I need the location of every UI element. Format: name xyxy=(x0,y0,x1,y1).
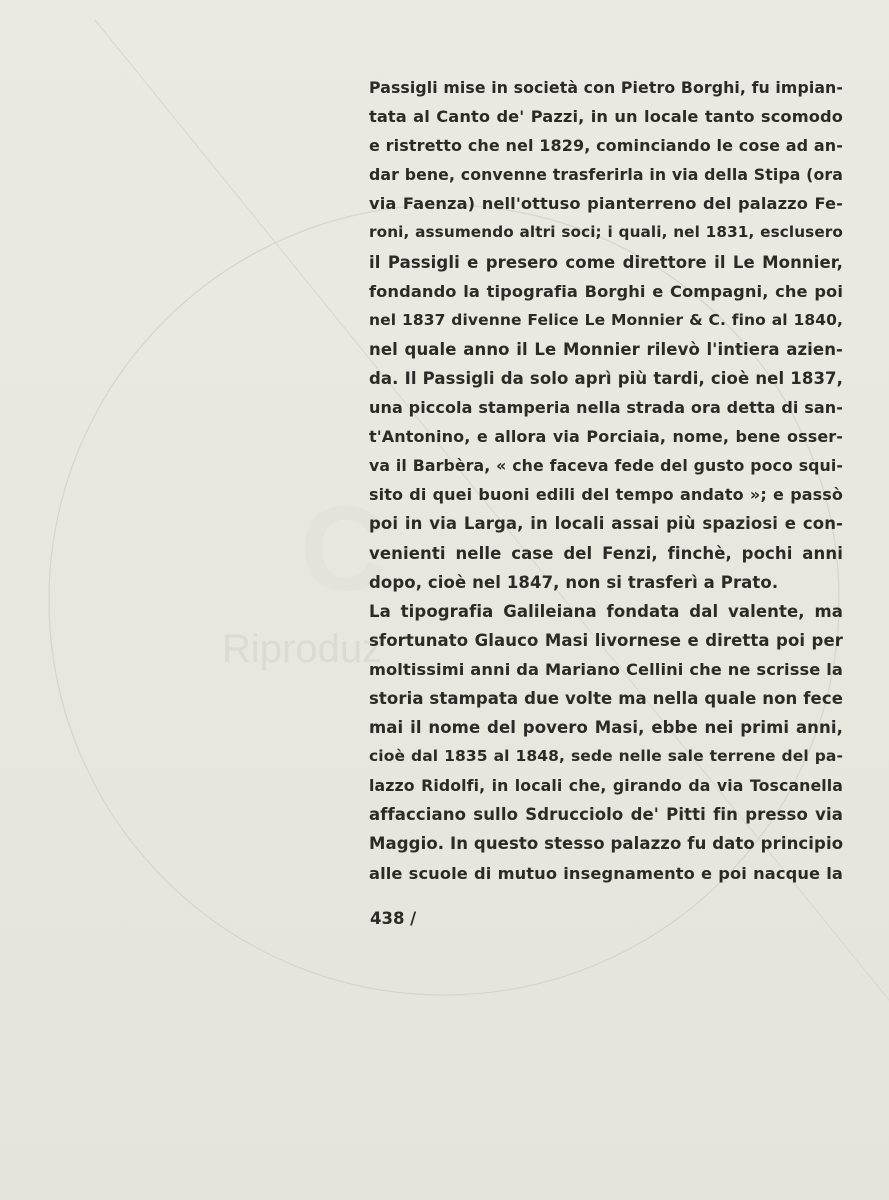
text-line: sito di quei buoni edili del tempo andato »; e passò xyxy=(369,485,843,505)
text-line: lazzo Ridolfi, in locali che, girando da via Toscanella xyxy=(369,776,843,796)
text-line: poi in via Larga, in locali assai più spaziosi e con- xyxy=(369,514,843,534)
watermark-logo: C xyxy=(300,482,387,616)
text-line: nel quale anno il Le Monnier rilevò l'intiera azien- xyxy=(369,339,843,359)
text-line: affacciano sullo Sdrucciolo de' Pitti fin presso via xyxy=(369,805,843,825)
text-line: tata al Canto de' Pazzi, in un locale tanto scomodo xyxy=(369,107,843,127)
text-line: nel 1837 divenne Felice Le Monnier & C. fino al 1840, xyxy=(369,310,843,329)
text-line: da. Il Passigli da solo aprì più tardi, cioè nel 1837, xyxy=(369,368,843,388)
text-line: La tipografia Galileiana fondata dal valente, ma xyxy=(369,601,843,621)
text-line: sfortunato Glauco Masi livornese e diretta poi per xyxy=(369,630,843,650)
body-text xyxy=(369,73,843,888)
text-line: Passigli mise in società con Pietro Borghi, fu impian- xyxy=(369,78,843,97)
text-line: storia stampata due volte ma nella quale non fece xyxy=(369,688,843,708)
text-line: e ristretto che nel 1829, cominciando le cose ad an- xyxy=(369,136,843,156)
watermark-text: Riproduz xyxy=(222,627,383,671)
text-line: alle scuole di mutuo insegnamento e poi nacque la xyxy=(369,863,843,883)
text-line: moltissimi anni da Mariano Cellini che ne scrisse la xyxy=(369,659,843,679)
text-line: cioè dal 1835 al 1848, sede nelle sale terrene del pa- xyxy=(369,747,843,766)
text-line: venienti nelle case del Fenzi, finchè, pochi anni xyxy=(369,543,843,563)
text-line: il Passigli e presero come direttore il Le Monnier, xyxy=(369,252,843,272)
text-line: roni, assumendo altri soci; i quali, nel 1831, esclusero xyxy=(369,223,843,242)
page-number: 438 / xyxy=(370,909,417,928)
text-line: via Faenza) nell'ottuso pianterreno del palazzo Fe- xyxy=(369,194,843,214)
text-line: mai il nome del povero Masi, ebbe nei primi anni, xyxy=(369,718,843,738)
text-line: una piccola stamperia nella strada ora detta di san- xyxy=(369,398,843,418)
text-line: Maggio. In questo stesso palazzo fu dato principio xyxy=(369,834,843,854)
text-line: fondando la tipografia Borghi e Compagni, che poi xyxy=(369,281,843,301)
text-line: va il Barbèra, « che faceva fede del gusto poco squi- xyxy=(369,456,843,476)
text-line: t'Antonino, e allora via Porciaia, nome, bene osser- xyxy=(369,427,843,447)
text-line: dar bene, convenne trasferirla in via della Stipa (ora xyxy=(369,165,843,185)
text-line-paragraph-end: dopo, cioè nel 1847, non si trasferì a Prato. xyxy=(369,572,779,592)
